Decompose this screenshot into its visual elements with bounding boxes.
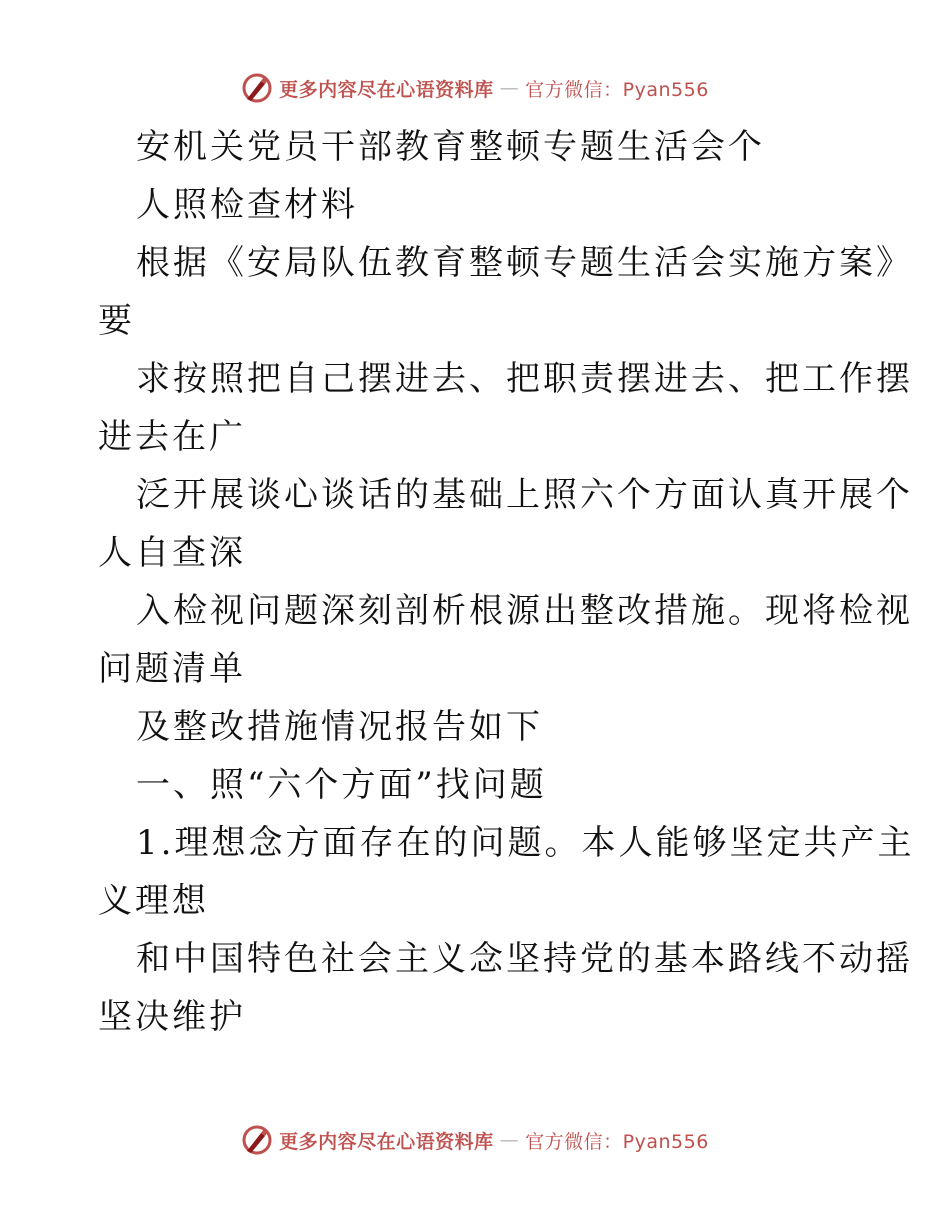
text-line: 泛开展谈心谈话的基础上照六个方面认真开展个 bbox=[136, 475, 913, 515]
text-line: 坚决维护 bbox=[98, 997, 246, 1037]
text-line: 要 bbox=[98, 301, 135, 341]
watermark-contact: 官方微信：Pyan556 bbox=[525, 78, 709, 101]
text-line: 安机关党员干部教育整顿专题生活会个 bbox=[136, 127, 765, 167]
text-line: 根据《安局队伍教育整顿专题生活会实施方案》 bbox=[136, 243, 913, 283]
text-line: 人照检查材料 bbox=[136, 185, 358, 225]
header-watermark bbox=[0, 72, 950, 104]
document-body bbox=[98, 118, 915, 1046]
text-line: 一、照“六个方面”找问题 bbox=[136, 765, 547, 805]
watermark-separator: — bbox=[499, 1129, 520, 1151]
watermark-separator: — bbox=[499, 77, 520, 99]
text-line: 及整改措施情况报告如下 bbox=[136, 707, 543, 747]
text-line: 1.理想念方面存在的问题。本人能够坚定共产主 bbox=[136, 823, 915, 863]
text-line: 进去在广 bbox=[98, 417, 246, 457]
text-line: 人自查深 bbox=[98, 533, 246, 573]
pen-logo-icon bbox=[241, 72, 273, 104]
pen-logo-icon bbox=[241, 1124, 273, 1156]
text-line: 义理想 bbox=[98, 881, 209, 921]
text-line: 求按照把自己摆进去、把职责摆进去、把工作摆 bbox=[136, 359, 913, 399]
text-line: 入检视问题深刻剖析根源出整改措施。现将检视 bbox=[136, 591, 913, 631]
footer-watermark bbox=[0, 1124, 950, 1156]
watermark-contact: 官方微信：Pyan556 bbox=[525, 1130, 709, 1153]
text-line: 和中国特色社会主义念坚持党的基本路线不动摇 bbox=[136, 939, 913, 979]
watermark-brand: 更多内容尽在心语资料库 bbox=[279, 78, 494, 101]
text-line: 问题清单 bbox=[98, 649, 246, 689]
watermark-brand: 更多内容尽在心语资料库 bbox=[279, 1130, 494, 1153]
